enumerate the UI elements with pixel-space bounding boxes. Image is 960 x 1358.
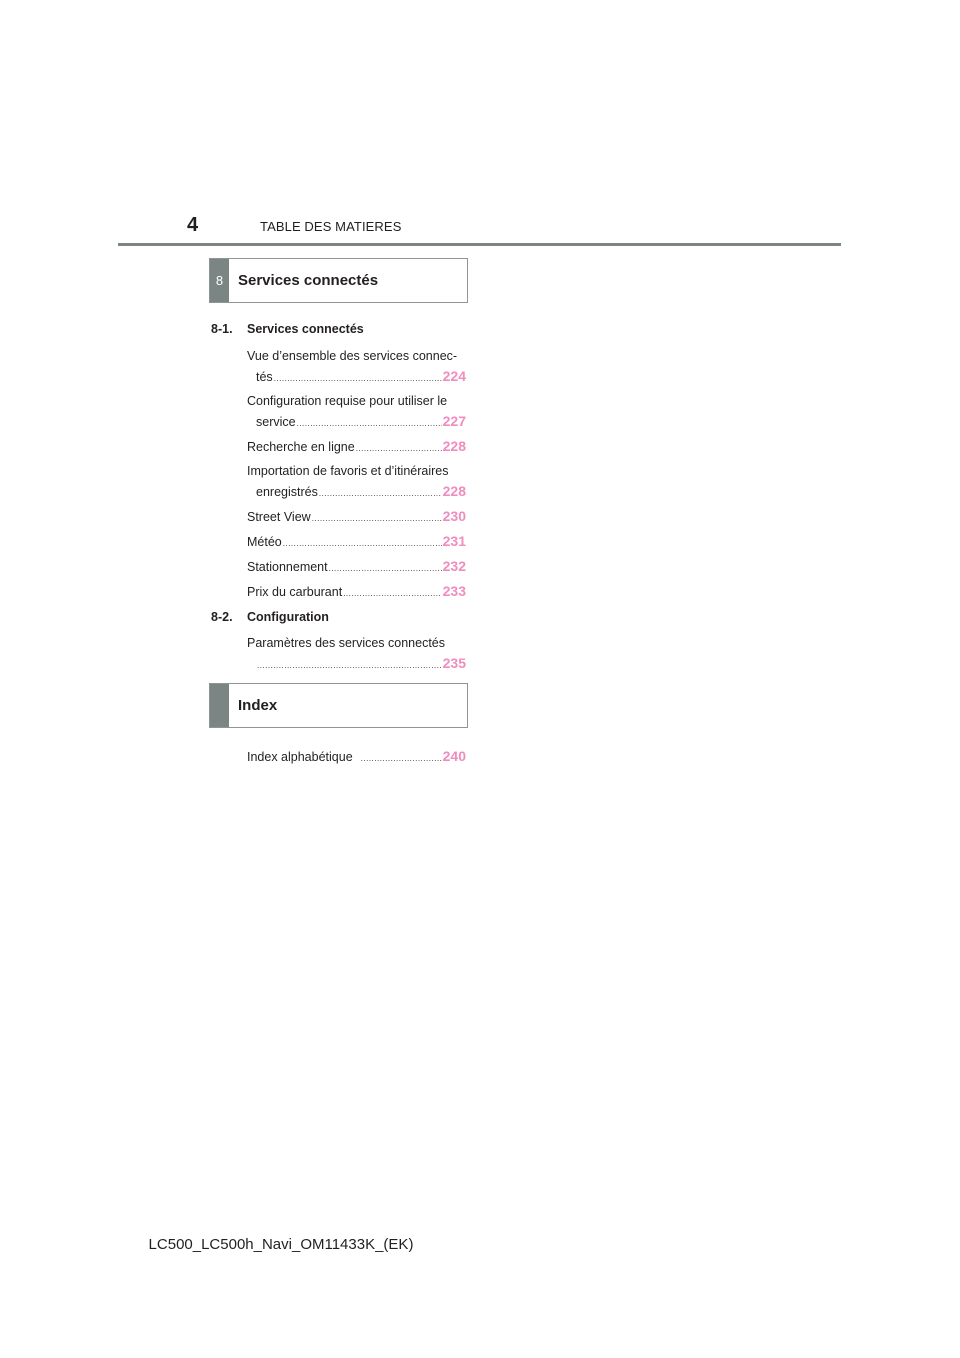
toc-entry[interactable] bbox=[247, 633, 466, 676]
dot-leader bbox=[257, 656, 442, 676]
section-tab bbox=[210, 684, 229, 727]
toc-entry[interactable] bbox=[247, 461, 466, 504]
header-title: TABLE DES MATIERES bbox=[260, 219, 402, 234]
entry-text: Configuration requise pour utiliser le bbox=[247, 394, 448, 408]
entry-text: Street View bbox=[247, 510, 311, 524]
toc-entry[interactable] bbox=[247, 746, 466, 769]
dot-leader bbox=[297, 414, 442, 434]
document-code: LC500_LC500h_Navi_OM11433K_(EK) bbox=[148, 1236, 414, 1253]
section-header-index bbox=[209, 683, 468, 728]
section-title: Index bbox=[238, 697, 278, 714]
header-rule bbox=[118, 243, 841, 246]
toc-entry[interactable] bbox=[247, 531, 466, 554]
dot-leader bbox=[274, 369, 442, 389]
dot-leader bbox=[361, 749, 442, 769]
chapter-heading bbox=[211, 322, 364, 336]
page-link[interactable]: 224 bbox=[442, 368, 466, 384]
entry-text: Vue d’ensemble des services connec- bbox=[247, 349, 458, 363]
dot-leader bbox=[283, 534, 442, 554]
page-link[interactable]: 227 bbox=[442, 413, 466, 429]
dot-leader bbox=[312, 509, 442, 529]
dot-leader bbox=[329, 559, 442, 579]
page-link[interactable]: 230 bbox=[442, 508, 466, 524]
toc-entry[interactable] bbox=[247, 391, 466, 434]
page-link[interactable]: 233 bbox=[442, 583, 466, 599]
dot-leader bbox=[319, 484, 442, 504]
section-header-connected-services bbox=[209, 258, 468, 303]
entry-text: Recherche en ligne bbox=[247, 440, 355, 454]
entry-text: Index alphabétique bbox=[247, 750, 353, 764]
entry-text: Prix du carburant bbox=[247, 585, 343, 599]
chapter-title: Configuration bbox=[247, 610, 329, 624]
chapter-title: Services connectés bbox=[247, 322, 364, 336]
page-link[interactable]: 228 bbox=[442, 483, 466, 499]
toc-entry[interactable] bbox=[247, 556, 466, 579]
chapter-number: 8-2. bbox=[211, 610, 233, 624]
page-link[interactable]: 231 bbox=[442, 533, 466, 549]
page-number: 4 bbox=[187, 214, 199, 236]
chapter-number: 8-1. bbox=[211, 322, 233, 336]
section-tab: 8 bbox=[210, 259, 229, 302]
toc-entry[interactable] bbox=[247, 506, 466, 529]
toc-entry[interactable] bbox=[247, 436, 466, 459]
entry-text-cont: service bbox=[256, 415, 296, 429]
entry-text: Importation de favoris et d’itinéraires bbox=[247, 464, 449, 478]
entry-text: Météo bbox=[247, 535, 282, 549]
section-title: Services connectés bbox=[238, 272, 379, 289]
page-link[interactable]: 228 bbox=[442, 438, 466, 454]
entry-text-cont: enregistrés bbox=[256, 485, 318, 499]
entry-text: Stationnement bbox=[247, 560, 328, 574]
dot-leader bbox=[356, 439, 442, 459]
toc-entry[interactable] bbox=[247, 581, 466, 604]
entry-text: Paramètres des services connectés bbox=[247, 636, 446, 650]
toc-entry[interactable] bbox=[247, 346, 466, 389]
page-link[interactable]: 232 bbox=[442, 558, 466, 574]
chapter-heading bbox=[211, 610, 329, 624]
footer bbox=[0, 1236, 960, 1253]
entry-text-cont: tés bbox=[256, 370, 273, 384]
page-link[interactable]: 235 bbox=[442, 655, 466, 671]
page-link[interactable]: 240 bbox=[442, 748, 466, 764]
dot-leader bbox=[343, 584, 441, 604]
